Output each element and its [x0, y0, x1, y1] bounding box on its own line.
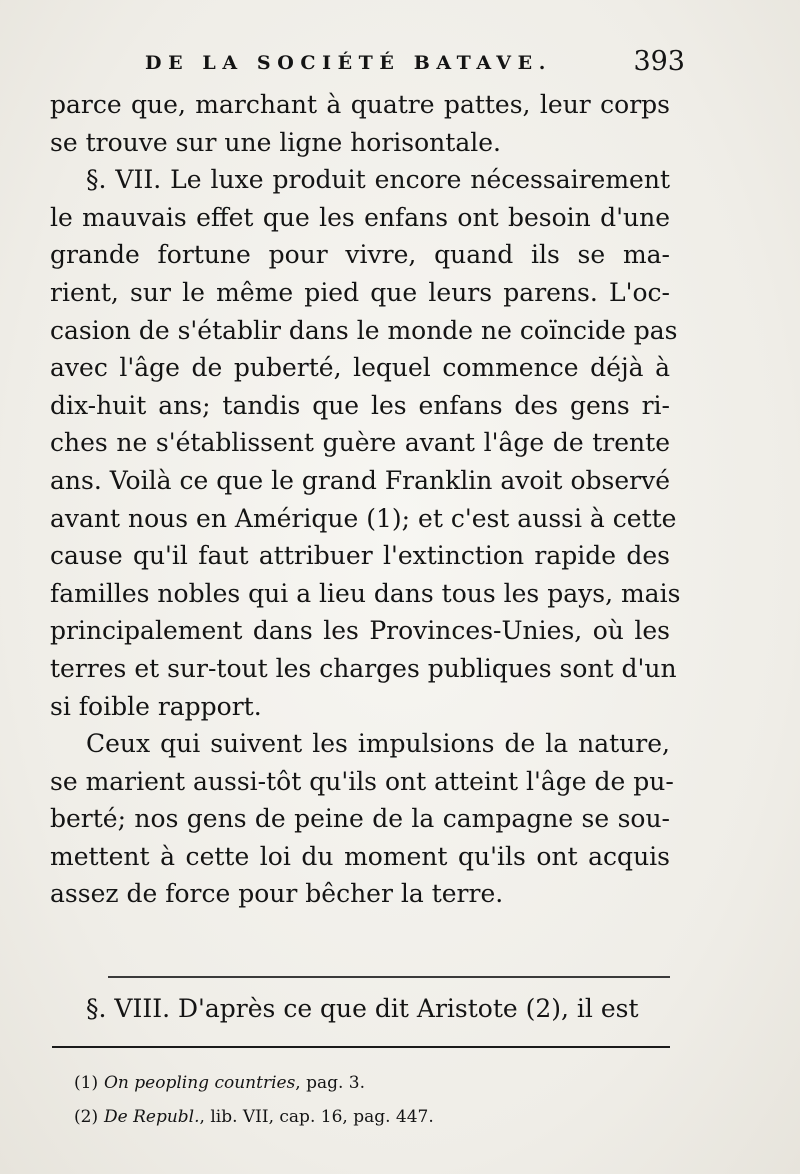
section-eight-line: §. VIII. D'après ce que dit Aristote (2), il est [86, 994, 639, 1023]
running-head: DE LA SOCIÉTÉ BATAVE. [145, 52, 552, 74]
section-seven-heading-line: §. VII. Le luxe produit encore nécessairement [86, 165, 670, 195]
text-line: principalement dans les Provinces-Unies, où les [50, 616, 670, 646]
text-line: familles nobles qui a lieu dans tous les pays, mais [50, 578, 681, 608]
text-line: avant nous en Amérique (1); et c'est aussi à cette [50, 503, 677, 533]
text-line: ches ne s'établissent guère avant l'âge de trente [50, 428, 670, 458]
section-divider [108, 976, 670, 978]
footnote-citation: , lib. VII, cap. 16, pag. 447. [199, 1107, 434, 1127]
footnote-title: On peopling countries [104, 1073, 296, 1093]
text-line: mettent à cette loi du moment qu'ils ont acquis [50, 841, 670, 871]
text-line: grande fortune pour vivre, quand ils se ma- [50, 240, 670, 270]
text-line: assez de force pour bêcher la terre. [50, 879, 504, 909]
text-line: parce que, marchant à quatre pattes, leur corps [50, 90, 670, 119]
text-line: avec l'âge de puberté, lequel commence déjà à [50, 353, 670, 383]
text-line: cause qu'il faut attribuer l'extinction rapide des [50, 541, 670, 571]
text-line: ans. Voilà ce que le grand Franklin avoit observé [50, 465, 670, 495]
text-line: dix-huit ans; tandis que les enfans des gens ri- [50, 390, 670, 420]
text-line: rient, sur le même pied que leurs parens. L'oc- [50, 277, 670, 307]
text-line: berté; nos gens de peine de la campagne se sou- [50, 804, 670, 834]
page-header [145, 48, 685, 84]
text-line: se trouve sur une ligne horisontale. [50, 127, 501, 157]
text-line: le mauvais effet que les enfans ont besoin d'une [50, 202, 670, 232]
page-number: 393 [633, 46, 685, 77]
footnote-2 [74, 1100, 614, 1134]
paragraph-start-line: Ceux qui suivent les impulsions de la nature, [86, 729, 670, 759]
footnote-number: (2) [74, 1107, 99, 1127]
footnote-title: De Republ. [104, 1107, 200, 1127]
footnote-divider [52, 1046, 670, 1048]
text-line: si foible rapport. [50, 691, 262, 721]
text-line: casion de s'établir dans le monde ne coïncide pas [50, 315, 678, 345]
footnote-citation: , pag. 3. [295, 1073, 366, 1093]
footnote-number: (1) [74, 1073, 99, 1093]
footnote-1 [74, 1066, 614, 1100]
text-line: se marient aussi-tôt qu'ils ont atteint l'âge de pu- [50, 766, 674, 796]
body-text [50, 86, 681, 913]
footnotes [74, 1066, 614, 1134]
text-line: terres et sur-tout les charges publiques sont d'un [50, 653, 677, 683]
